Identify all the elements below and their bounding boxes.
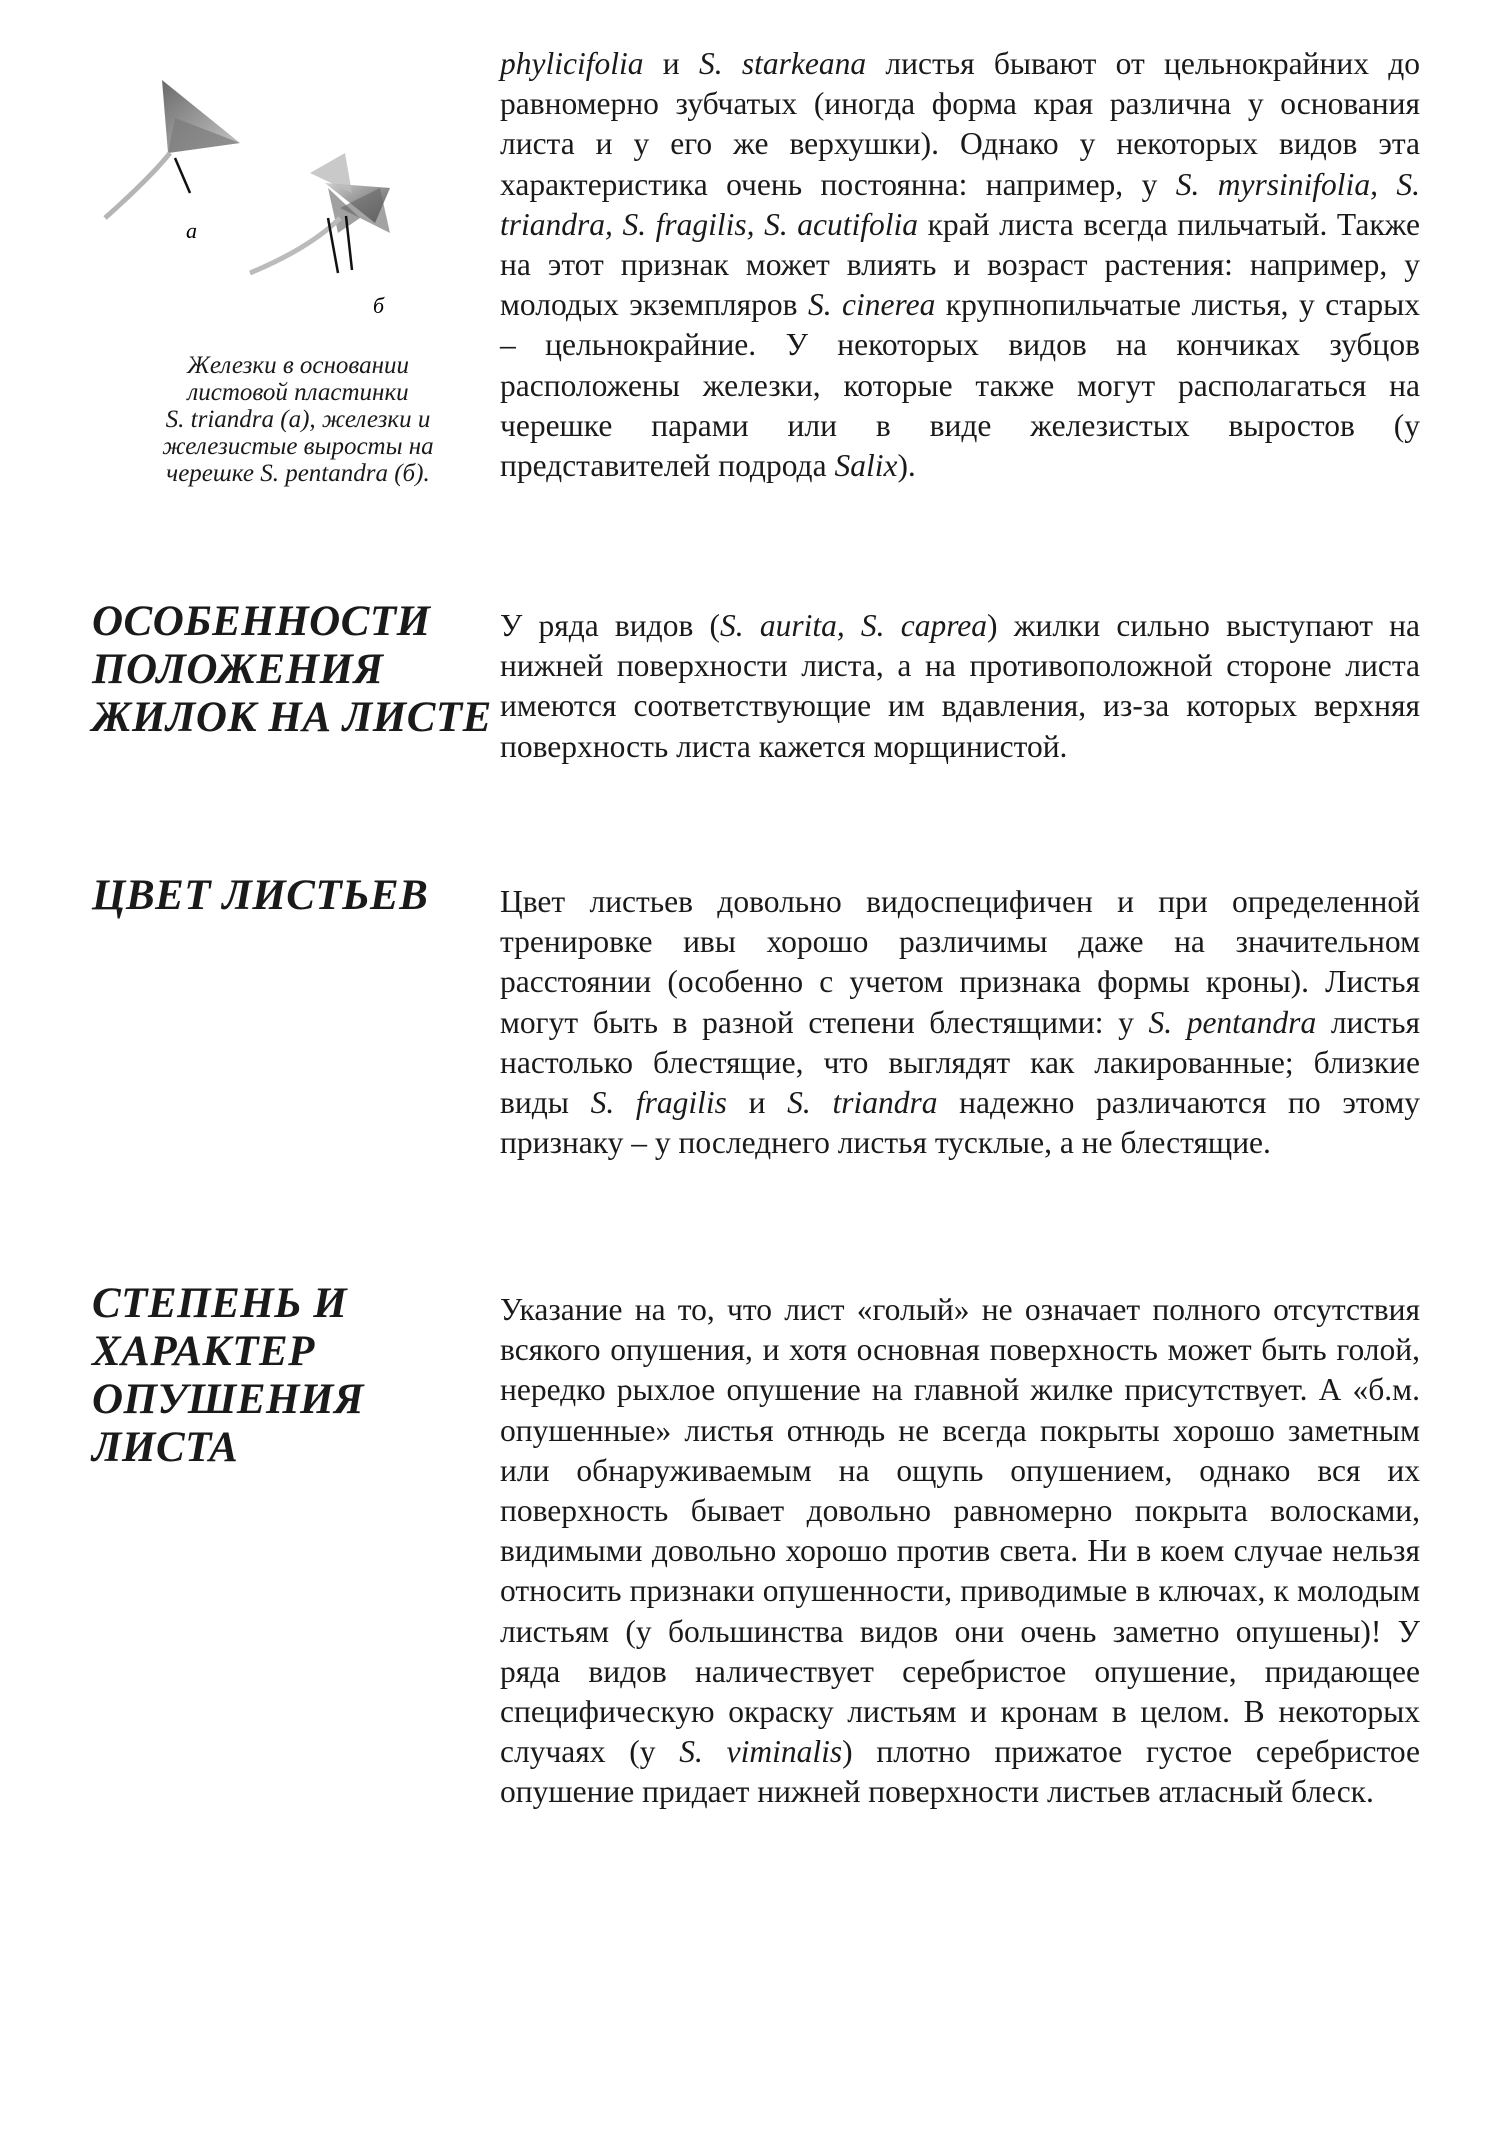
body-text: Цвет листьев довольно видоспецифичен и при определенной тренировке ивы хорошо различимы даже на значительном расстоянии (особенно с учетом признака формы кроны). Листья могут быть в разной степени блестящими: у [500, 884, 1420, 1040]
leaf-glands-figure [90, 58, 490, 348]
section-heading-veins: ОСОБЕННОСТИ ПОЛОЖЕНИЯ ЖИЛОК НА ЛИСТЕ [92, 598, 492, 741]
caption-text: (б). [387, 460, 430, 487]
body-text: Указание на то, что лист «голый» не означает полного отсутствия всякого опушения, и хотя основная поверхность может быть голой, нередко рыхлое опушение на главной жилке присутствует. А «б.м. опушенные» листья отнюдь не всегда покрыты хорошо заметным или обнаруживаемым на ощупь опушением, однако вся их поверхность бывает довольно равномерно покрыта волосками, видимыми довольно хорошо против света. Ни в коем случае нельзя относить признаки опушенности, приводимые в ключах, к молодым листьям (у большинства видов они очень заметно опушены)! У ряда видов наличествует серебристое опушение, придающее специфическую окраску листьям и кронам в целом. В некоторых случаях (у [500, 1292, 1420, 1770]
leaf-margin-paragraph [500, 44, 1420, 486]
body-text: ) жилки сильно выступают на нижней поверхности листа, а на противоположной стороне листа имеются соответствующие им вдавления, из-за которых верхняя поверхность листа кажется морщинистой. [500, 608, 1420, 764]
body-text: листья настолько блестящие, что выглядят как лакированные; близкие виды [500, 1004, 1420, 1121]
veins-paragraph [500, 606, 1420, 767]
species-name: S. viminalis [679, 1734, 843, 1770]
leaf-b-drawing [250, 153, 390, 318]
figure-label-b: б [373, 293, 385, 318]
pubescence-paragraph [500, 1290, 1420, 1813]
caption-line: Железки в основании [186, 352, 410, 379]
caption-line: железистые выросты на [162, 433, 434, 460]
species-name: S. aurita, S. caprea [720, 608, 988, 643]
species-name: S. myrsinifolia, S. triandra, S. fragilis, S. acutifolia [500, 166, 1420, 242]
species-name: S. fragilis [590, 1085, 727, 1121]
caption-species: S. pentandra [260, 460, 388, 487]
caption-species: S. triandra [165, 406, 275, 433]
section-heading-pubescence: СТЕПЕНЬ И ХАРАКТЕР ОПУШЕНИЯ ЛИСТА [92, 1280, 365, 1471]
species-name: Salix [834, 448, 898, 484]
body-text: и [643, 46, 699, 81]
species-name: phylicifolia [500, 46, 644, 81]
species-name: S. pentandra [1148, 1004, 1317, 1040]
body-text: надежно различаются по этому признаку – у последнего листья тусклые, а не блестящие. [500, 1085, 1421, 1161]
figure-caption [118, 352, 478, 487]
body-text: и [726, 1085, 788, 1121]
body-text: край листа всегда пильчатый. Также на этот признак может влиять и возраст растения: например, у молодых экземпляров [500, 206, 1420, 323]
body-text: листья бывают от цельнокрайних до равномерно зубчатых (иногда форма края различна у основания листа и у его же верхушки). Однако у некоторых видов эта характеристика очень постоянна: например, у [500, 46, 1421, 202]
body-text: ) плотно прижатое густое серебристое опушение придает нижней поверхности листьев атласный блеск. [500, 1734, 1421, 1810]
species-name: S. cinerea [807, 287, 936, 323]
species-name: S. triandra [787, 1085, 938, 1121]
leaf-color-paragraph [500, 882, 1420, 1163]
leaf-glands-illustration [90, 58, 490, 348]
section-heading-leaf-color: ЦВЕТ ЛИСТЬЕВ [92, 872, 429, 919]
figure-label-a: а [186, 218, 197, 243]
caption-text: (а), железки и [274, 406, 431, 433]
caption-line [118, 460, 478, 487]
body-text: крупнопильчатые листья, у старых – цельнокрайние. У некоторых видов на кончиках зубцов расположены железки, которые также могут располагаться на черешке парами или в виде железистых выростов (у представителей подрода [500, 287, 1420, 484]
caption-line [118, 406, 478, 433]
body-text: ). [897, 448, 916, 484]
caption-line: листовой пластинки [187, 379, 409, 406]
leaf-a-drawing [105, 80, 240, 243]
caption-text: черешке [166, 460, 261, 487]
body-text: У ряда видов ( [500, 608, 720, 643]
species-name: S. starkeana [698, 46, 867, 81]
